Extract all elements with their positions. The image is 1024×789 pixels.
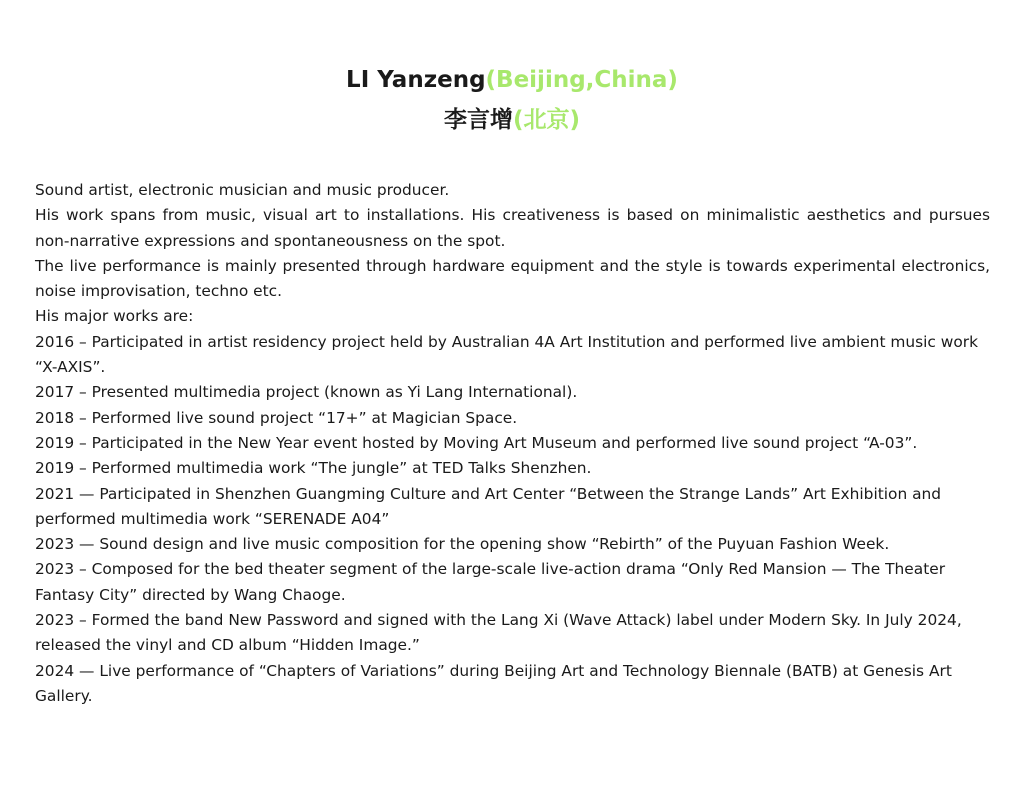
work-item: 2019 – Performed multimedia work “The jungle” at TED Talks Shenzhen. (35, 459, 592, 478)
work-item: 2018 – Performed live sound project “17+” at Magician Space. (35, 408, 518, 427)
bio-work-span: His work spans from music, visual art to installations. His creativeness is based on minimalistic aesthetics and pursues non-narrative expressions and spontaneousness on the spot. (35, 206, 990, 250)
title-zh (0, 100, 1024, 140)
bio-intro: Sound artist, electronic musician and music producer. (35, 181, 450, 199)
artist-name-en: LI Yanzeng (346, 67, 486, 93)
works-heading: His major works are: (35, 307, 194, 326)
work-item: 2016 – Participated in artist residency project held by Australian 4A Art Institution and performed live ambient music work “X-AXIS”. (35, 332, 979, 377)
work-item: 2017 – Presented multimedia project (known as Yi Lang International). (35, 383, 578, 402)
work-item: 2023 – Composed for the bed theater segment of the large-scale live-action drama “Only Red Mansion — The Theater Fantasy City” directed by Wang Chaoge. (35, 560, 946, 604)
work-item: 2019 – Participated in the New Year event hosted by Moving Art Museum and performed live sound project “A-03”. (35, 433, 918, 452)
work-item: 2023 – Formed the band New Password and signed with the Lang Xi (Wave Attack) label under Modern Sky. In July 2024, released the vinyl and CD album “Hidden Image.” (35, 611, 962, 655)
bio-live: The live performance is mainly presented through hardware equipment and the style is towards experimental electronics, noise improvisation, techno etc. (35, 256, 990, 301)
page-header (0, 60, 1024, 140)
artist-location-en: (Beijing,China) (485, 67, 678, 93)
title-en (0, 60, 1024, 100)
work-item: 2023 — Sound design and live music composition for the opening show “Rebirth” of the Puyuan Fashion Week. (35, 535, 890, 554)
bio-content (35, 178, 990, 709)
work-item: 2024 — Live performance of “Chapters of Variations” during Beijing Art and Technology Biennale (BATB) at Genesis Art Gallery. (35, 661, 952, 705)
artist-location-zh: (北京) (512, 107, 581, 133)
work-item: 2021 — Participated in Shenzhen Guangming Culture and Art Center “Between the Strange Lands” Art Exhibition and performed multimedia work “SERENADE A04” (35, 484, 942, 528)
artist-name-zh: 李言增 (443, 107, 513, 133)
